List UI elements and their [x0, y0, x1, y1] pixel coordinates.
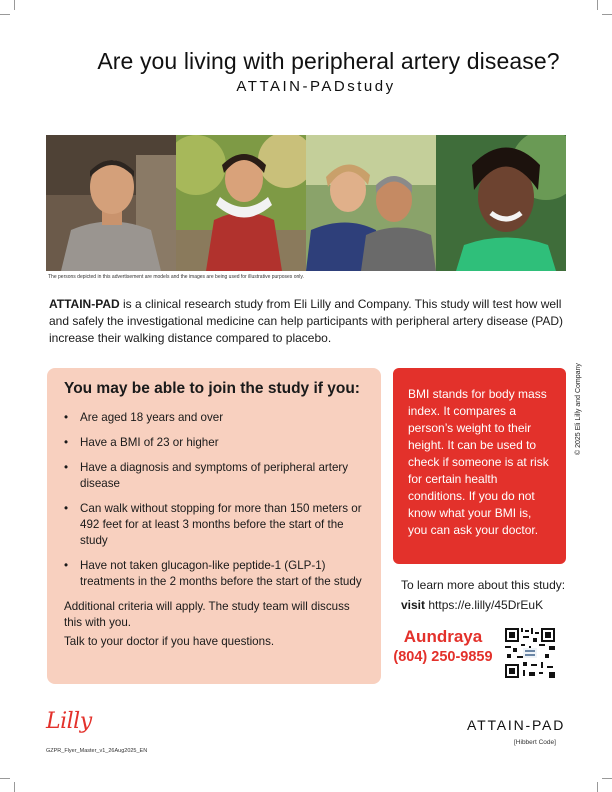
copyright: © 2025 Eli Lilly and Company	[575, 363, 582, 455]
bullet: •	[64, 502, 69, 515]
intro-text: is a clinical research study from Eli Lilly and Company. This study will test how well and safely the investigational medicine can help participants with peripheral artery disease (PAD) increase their walking distance compared to placebo.	[49, 297, 564, 345]
bullet: •	[64, 411, 69, 424]
contact-phone[interactable]: (804) 250-9859	[393, 649, 493, 665]
list-item: • Have not taken glucagon-like peptide-1 (GLP-1) treatments in the 2 months before the start of the study	[64, 559, 362, 588]
crop-mark	[597, 0, 598, 10]
crop-mark	[0, 778, 10, 779]
list-item: • Can walk without stopping for more than 150 meters or 492 feet for at least 3 months before the start of the study	[64, 502, 362, 547]
crop-mark	[0, 14, 10, 15]
bmi-info-box: BMI stands for body mass index. It compares a person’s weight to their height. It can be used to check if someone is at risk for certain health conditions. If you do not know what your BMI is, you can ask your doctor.	[393, 368, 566, 564]
study-url-link[interactable]: https://e.lilly/45DrEuK	[428, 598, 544, 612]
study-name-bold: ATTAIN-PAD	[49, 297, 120, 311]
eligibility-list	[64, 410, 365, 590]
crop-mark	[602, 14, 612, 15]
photo-woman-smiling	[436, 135, 566, 271]
study-brand: ATTAIN-PAD	[467, 717, 566, 733]
hibbert-code: [Hibbert Code]	[514, 739, 556, 746]
contact-block	[383, 627, 503, 667]
photo-couple	[306, 135, 436, 271]
crop-mark	[602, 778, 612, 779]
intro-paragraph	[49, 296, 574, 347]
visit-label: visit	[401, 598, 426, 612]
qr-code[interactable]	[505, 628, 555, 678]
photo-woman-exercising	[176, 135, 306, 271]
study-name: ATTAIN-PADstudy	[236, 78, 396, 95]
document-code: GZPR_Flyer_Master_v1_26Aug2025_EN	[46, 748, 148, 754]
doctor-note: Talk to your doctor if you have questions.	[64, 635, 275, 648]
crop-mark	[14, 782, 15, 792]
additional-criteria-note: Additional criteria will apply. The study team will discuss this with you.	[64, 600, 350, 629]
eligibility-box	[47, 368, 381, 684]
photo-disclaimer: The persons depicted in this advertisement are models and the images are being used for illustrative purposes only.	[48, 274, 304, 280]
learn-more-label: To learn more about this study:	[401, 578, 566, 592]
crop-mark	[597, 782, 598, 792]
learn-more	[401, 575, 565, 615]
bullet: •	[64, 461, 69, 474]
list-item: • Have a diagnosis and symptoms of peripheral artery disease	[64, 461, 349, 490]
bullet: •	[64, 559, 69, 572]
page-title: Are you living with peripheral artery disease?	[97, 48, 560, 74]
learn-more-link-line	[401, 595, 565, 615]
eligibility-title: You may be able to join the study if you:	[64, 380, 360, 397]
photo-strip	[46, 135, 566, 271]
photo-man	[46, 135, 176, 271]
crop-mark	[14, 0, 15, 10]
list-item: • Are aged 18 years and over	[64, 411, 224, 424]
list-item: • Have a BMI of 23 or higher	[64, 436, 219, 449]
lilly-logo: Lilly	[46, 709, 92, 734]
contact-name: Aundraya	[403, 627, 483, 646]
bullet: •	[64, 436, 69, 449]
